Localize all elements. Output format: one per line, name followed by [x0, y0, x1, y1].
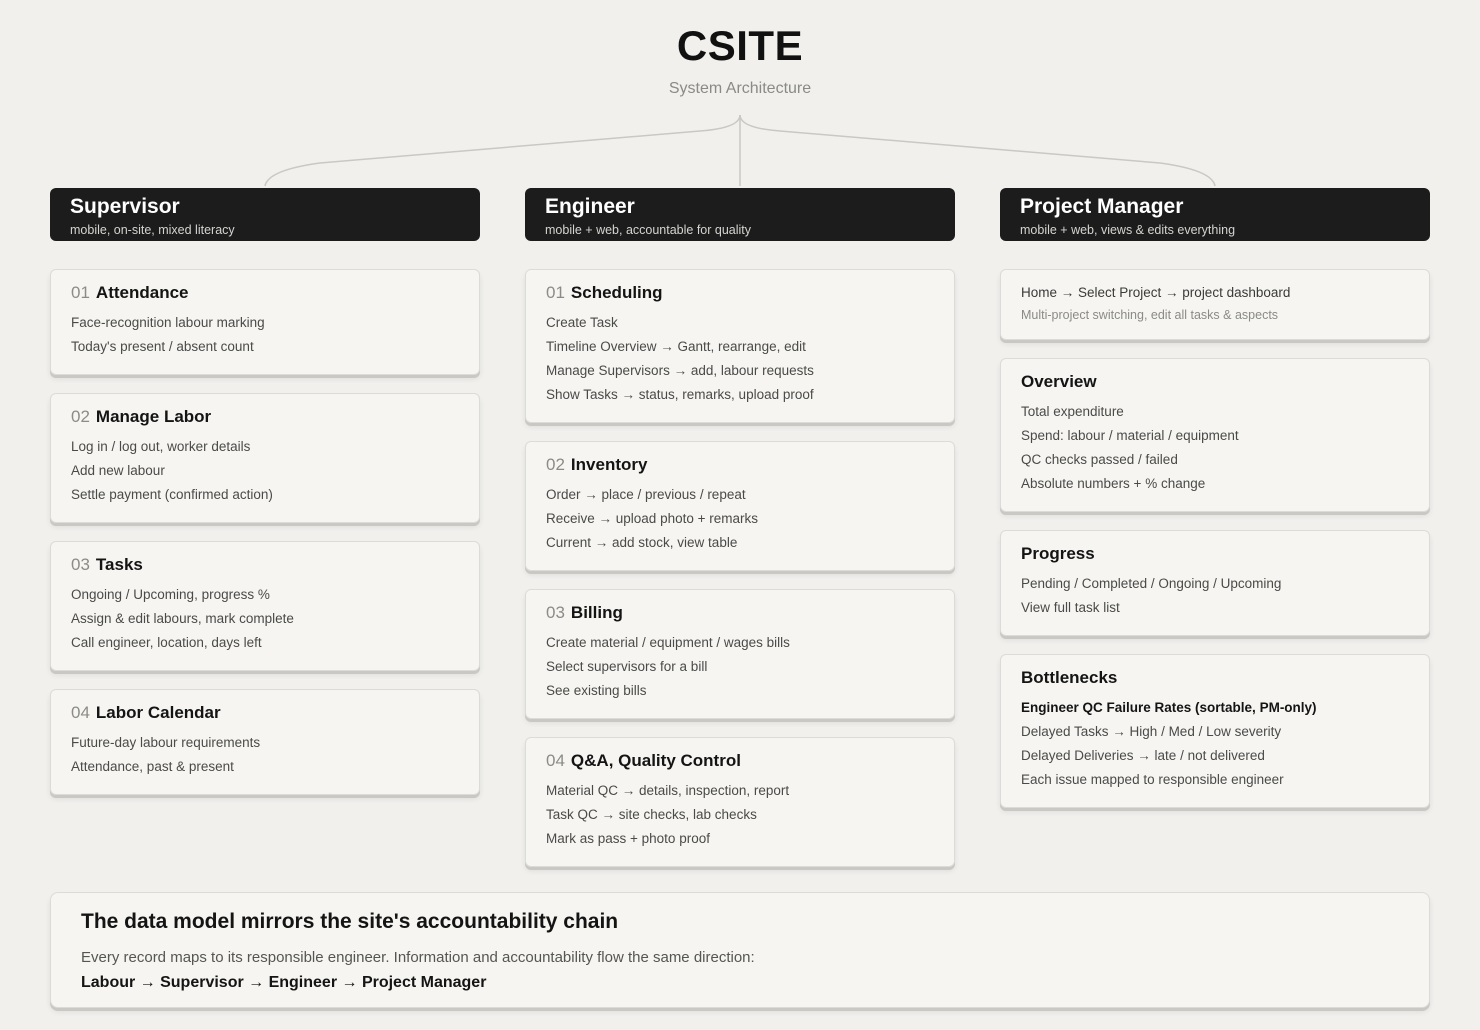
card-line: See existing bills: [546, 683, 647, 698]
card-line: Each issue mapped to responsible engineer: [1021, 772, 1284, 787]
card-quality-control: [525, 737, 955, 867]
card-title: [71, 556, 459, 574]
card-line: Material QC → details, inspection, report: [546, 783, 790, 798]
page-subtitle: System Architecture: [668, 80, 812, 97]
card-line: Settle payment (confirmed action): [71, 487, 273, 502]
card-navigation: [1000, 269, 1430, 340]
card-tasks: [50, 541, 480, 671]
card-title-text: Bottlenecks: [1021, 668, 1118, 687]
card-line: Select supervisors for a bill: [546, 659, 708, 674]
card-line: Add new labour: [71, 463, 165, 478]
card-title: [546, 752, 934, 770]
navigation-note: Multi-project switching, edit all tasks & aspects: [1021, 308, 1279, 322]
card-line: Spend: labour / material / equipment: [1021, 428, 1239, 443]
card-title: [546, 456, 934, 474]
card-line: Call engineer, location, days left: [71, 635, 262, 650]
hierarchy-connectors: [0, 0, 1480, 200]
card-number: 04: [546, 751, 565, 770]
card-line: Create material / equipment / wages bills: [546, 635, 790, 650]
accountability-chain: Labour → Supervisor → Engineer → Project Manager: [81, 974, 487, 991]
card-line: View full task list: [1021, 600, 1120, 615]
card-overview: [1000, 358, 1430, 512]
summary-text: Every record maps to its responsible engineer. Information and accountability flow the same direction:: [81, 949, 755, 966]
card-title: [71, 408, 459, 426]
card-title-text: Q&A, Quality Control: [570, 751, 741, 770]
card-number: 01: [546, 283, 565, 302]
card-line: Ongoing / Upcoming, progress %: [71, 587, 270, 602]
accountability-summary: [50, 892, 1430, 1008]
card-line: QC checks passed / failed: [1021, 452, 1178, 467]
connector-project-manager: [740, 115, 1215, 186]
card-title-text: Scheduling: [570, 283, 663, 302]
card-line: Task QC → site checks, lab checks: [546, 807, 757, 822]
card-title-text: Labor Calendar: [95, 703, 221, 722]
card-number: 04: [71, 703, 90, 722]
card-inventory: [525, 441, 955, 571]
role-name: Supervisor: [70, 195, 180, 218]
role-description: mobile + web, views & edits everything: [1020, 223, 1236, 237]
card-title: [71, 284, 459, 302]
column-supervisor: [50, 188, 480, 813]
card-line: Current → add stock, view table: [546, 535, 738, 550]
role-header-engineer: [525, 188, 955, 241]
card-title: [71, 704, 459, 722]
card-title-text: Billing: [570, 603, 623, 622]
card-line: Total expenditure: [1021, 404, 1124, 419]
role-header-supervisor: [50, 188, 480, 241]
card-line: Face-recognition labour marking: [71, 315, 265, 330]
role-name: Project Manager: [1020, 195, 1184, 218]
role-description: mobile, on-site, mixed literacy: [70, 223, 235, 237]
column-engineer: [525, 188, 955, 885]
card-scheduling: [525, 269, 955, 423]
card-line: Order → place / previous / repeat: [546, 487, 746, 502]
card-line: Attendance, past & present: [71, 759, 234, 774]
card-title-text: Manage Labor: [95, 407, 212, 426]
card-line-highlight: Engineer QC Failure Rates (sortable, PM-only): [1021, 700, 1317, 715]
role-description: mobile + web, accountable for quality: [545, 223, 752, 237]
card-title-text: Overview: [1021, 372, 1097, 391]
column-project-manager: [1000, 188, 1430, 826]
card-number: 02: [71, 407, 90, 426]
card-attendance: [50, 269, 480, 375]
card-line: Delayed Deliveries → late / not delivered: [1021, 748, 1265, 763]
card-line: Timeline Overview → Gantt, rearrange, edit: [546, 339, 806, 354]
card-title: [546, 284, 934, 302]
connector-supervisor: [265, 115, 740, 186]
card-manage-labor: [50, 393, 480, 523]
summary-title: The data model mirrors the site's accountability chain: [81, 910, 619, 933]
card-progress: [1000, 530, 1430, 636]
card-line: Receive → upload photo + remarks: [546, 511, 758, 526]
role-header-project-manager: [1000, 188, 1430, 241]
card-line: Today's present / absent count: [71, 339, 254, 354]
card-labor-calendar: [50, 689, 480, 795]
card-title-text: Progress: [1021, 544, 1095, 563]
card-line: Absolute numbers + % change: [1021, 476, 1206, 491]
navigation-path: Home → Select Project → project dashboard: [1021, 285, 1291, 300]
card-line: Assign & edit labours, mark complete: [71, 611, 294, 626]
card-line: Pending / Completed / Ongoing / Upcoming: [1021, 576, 1282, 591]
card-line: Show Tasks → status, remarks, upload proof: [546, 387, 814, 402]
card-line: Log in / log out, worker details: [71, 439, 251, 454]
card-title-text: Attendance: [95, 283, 189, 302]
card-number: 02: [546, 455, 565, 474]
card-line: Delayed Tasks → High / Med / Low severity: [1021, 724, 1282, 739]
card-line: Mark as pass + photo proof: [546, 831, 710, 846]
card-billing: [525, 589, 955, 719]
page-title: CSITE: [676, 22, 804, 69]
card-number: 01: [71, 283, 90, 302]
card-number: 03: [71, 555, 90, 574]
card-line: Manage Supervisors → add, labour requests: [546, 363, 814, 378]
card-title: [546, 604, 934, 622]
role-name: Engineer: [545, 195, 635, 218]
card-line: Create Task: [546, 315, 618, 330]
card-number: 03: [546, 603, 565, 622]
card-title-text: Tasks: [95, 555, 143, 574]
card-title-text: Inventory: [570, 455, 648, 474]
card-bottlenecks: [1000, 654, 1430, 808]
card-line: Future-day labour requirements: [71, 735, 261, 750]
